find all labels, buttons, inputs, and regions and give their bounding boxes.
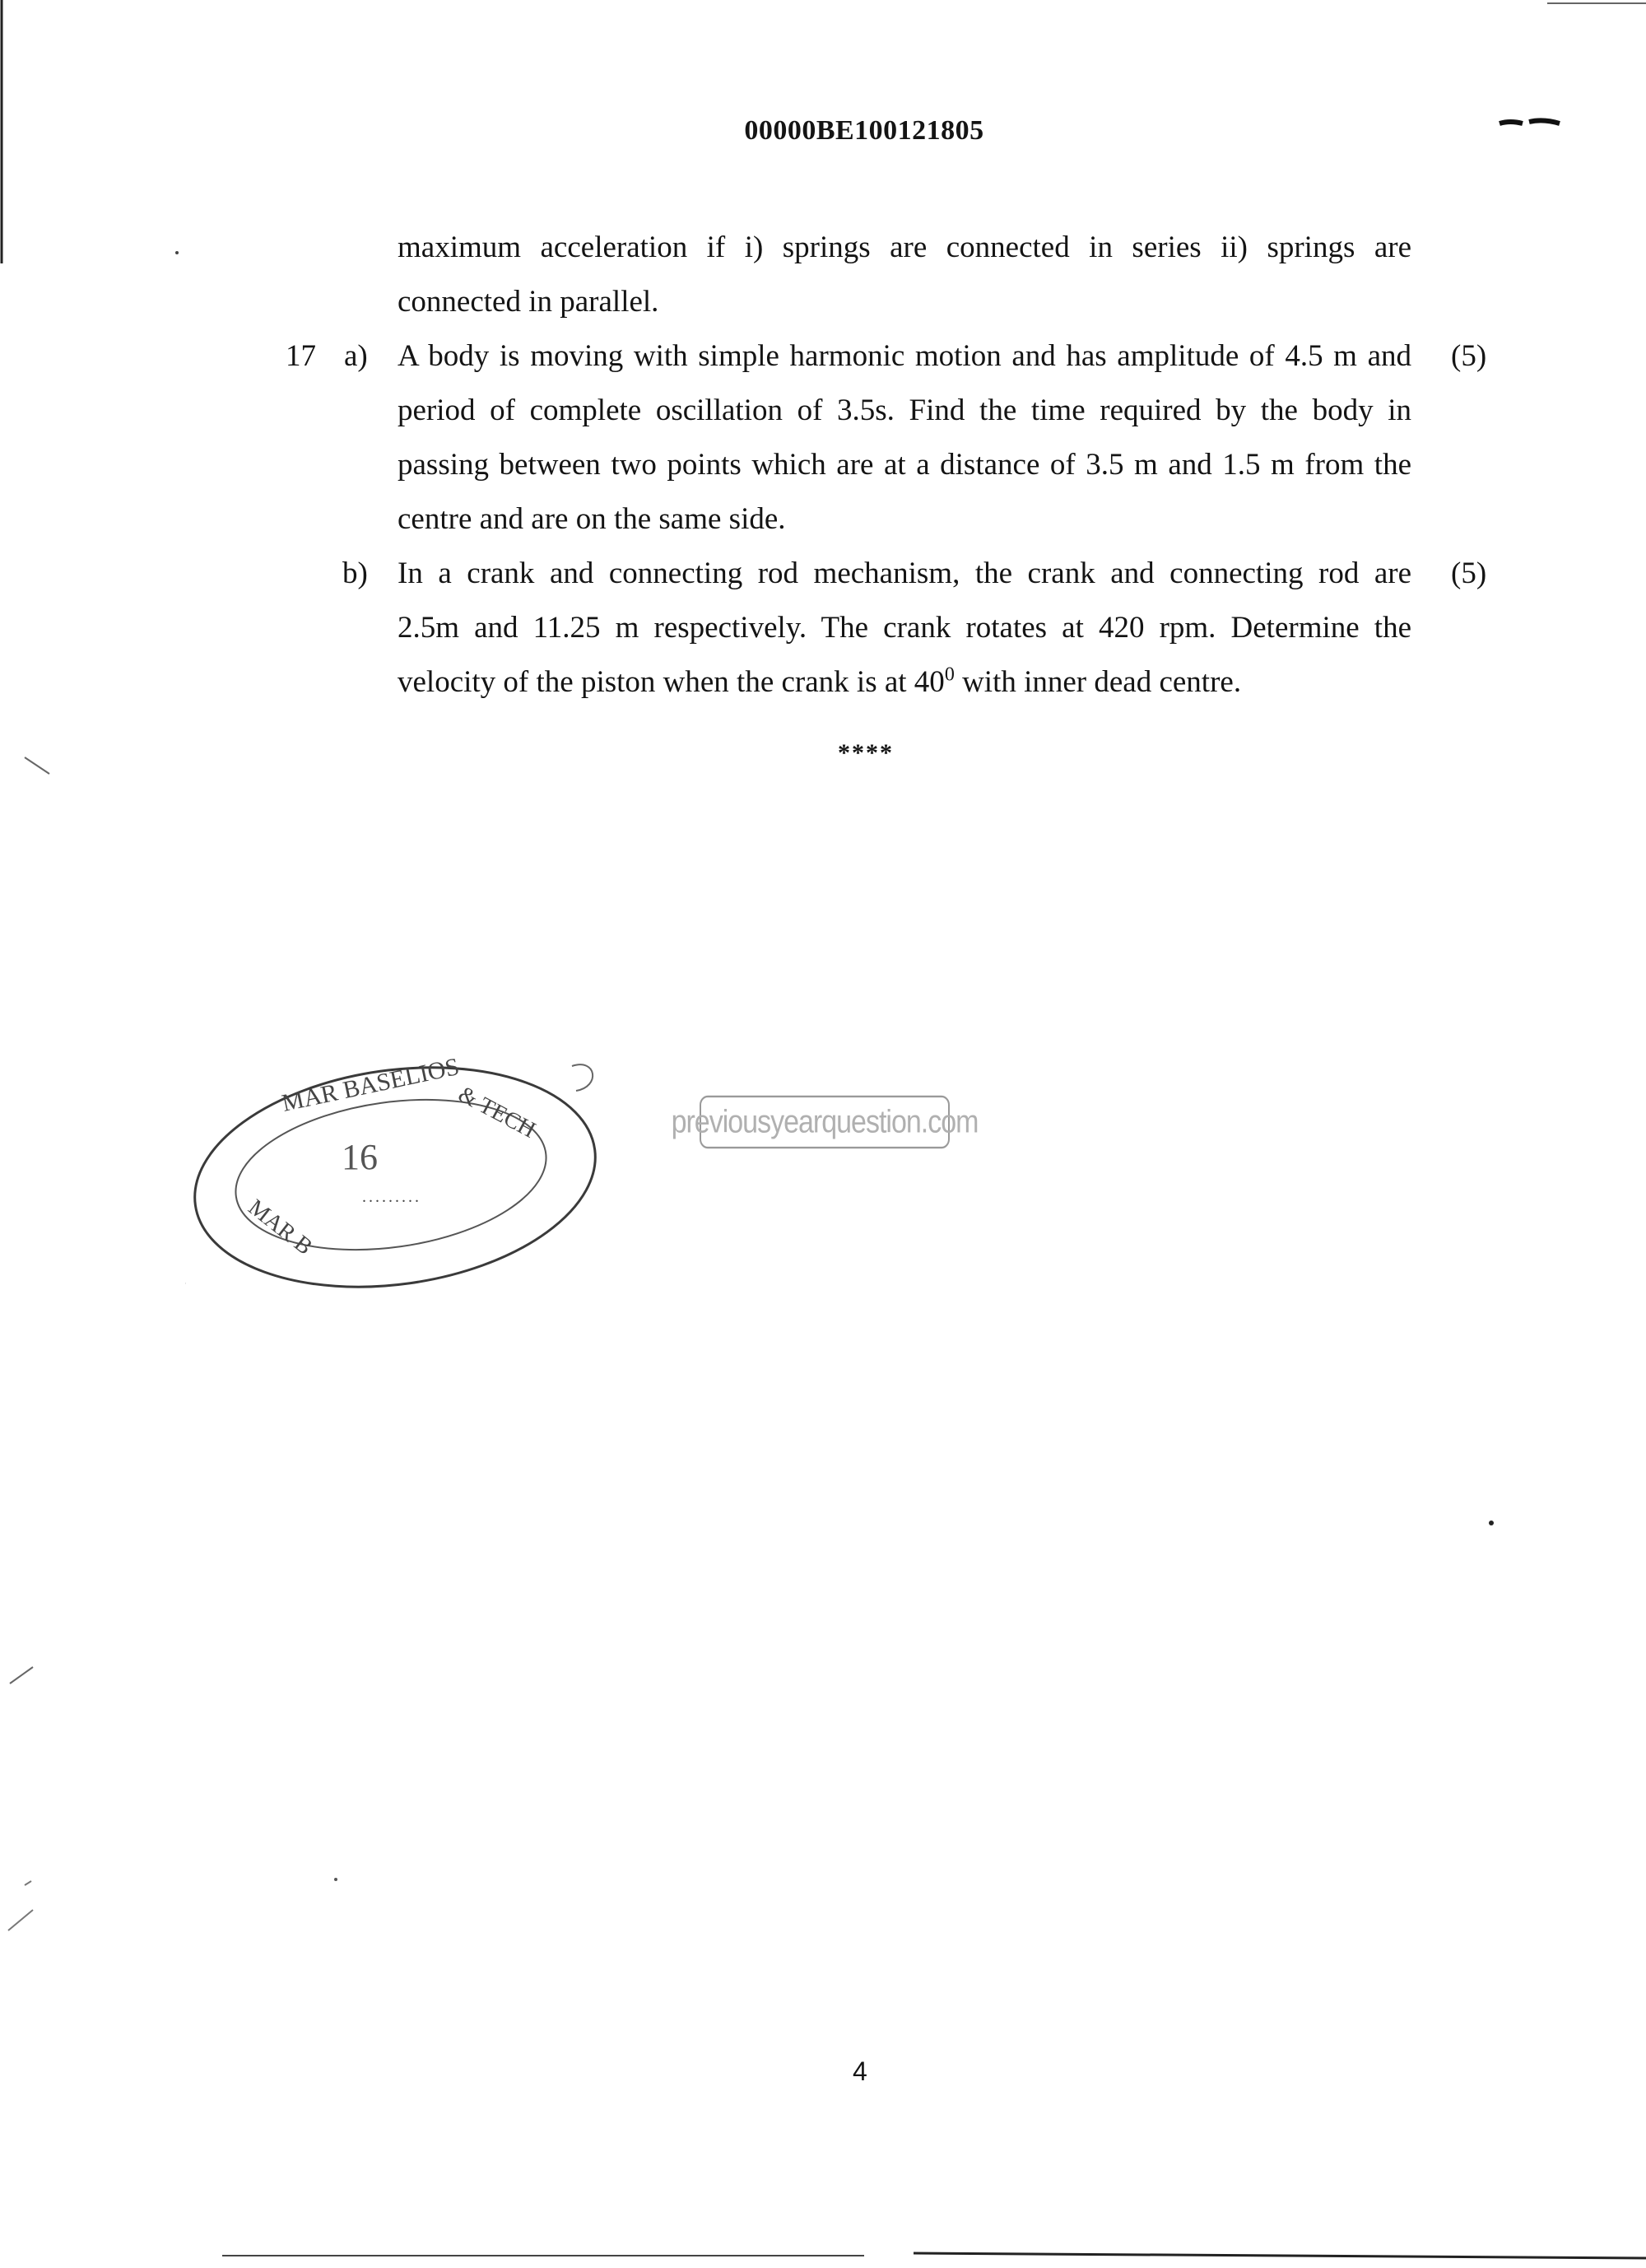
part-b-line-3: velocity of the piston when the crank is at $40^0$ with inner dead centre. [398,664,1242,699]
svg-text:.........: ......... [362,1188,421,1206]
svg-text:& TECH: & TECH [453,1081,540,1143]
part-b-label: b) [342,557,368,590]
question-number: 17 [286,339,316,373]
svg-text:MAR B: MAR B [243,1195,318,1260]
part-b-line-1: In a crank and connecting rod mechanism, the crank and connecting rod are [398,557,1411,590]
part-a-line-1: A body is moving with simple harmonic motion and has amplitude of 4.5 m and [398,339,1411,373]
watermark-logo: previousyearquestion.com [700,1096,950,1148]
college-seal-stamp [185,1033,621,1305]
part-a-marks: (5) [1451,339,1487,373]
svg-text:MAR BASELIOS: MAR BASELIOS [279,1052,462,1117]
end-marker: **** [838,739,894,766]
part-a-label: a) [344,339,368,373]
part-b-marks: (5) [1451,557,1487,590]
continuation-line-1: maximum acceleration if i) springs are connected in series ii) springs are [398,231,1411,264]
document-code: 00000BE100121805 [744,115,984,146]
part-a-line-2: period of complete oscillation of 3.5s. Find the time required by the body in [398,394,1411,427]
page-number: 4 [853,2056,867,2086]
part-a-line-3: passing between two points which are at a distance of 3.5 m and 1.5 m from the [398,448,1411,482]
part-a-line-4: centre and are on the same side. [398,502,786,536]
svg-text:16: 16 [342,1137,378,1177]
continuation-line-2: connected in parallel. [398,285,659,319]
part-b-line-2: 2.5m and 11.25 m respectively. The crank rotates at 420 rpm. Determine the [398,611,1411,645]
degree-superscript: 0 [944,664,955,686]
